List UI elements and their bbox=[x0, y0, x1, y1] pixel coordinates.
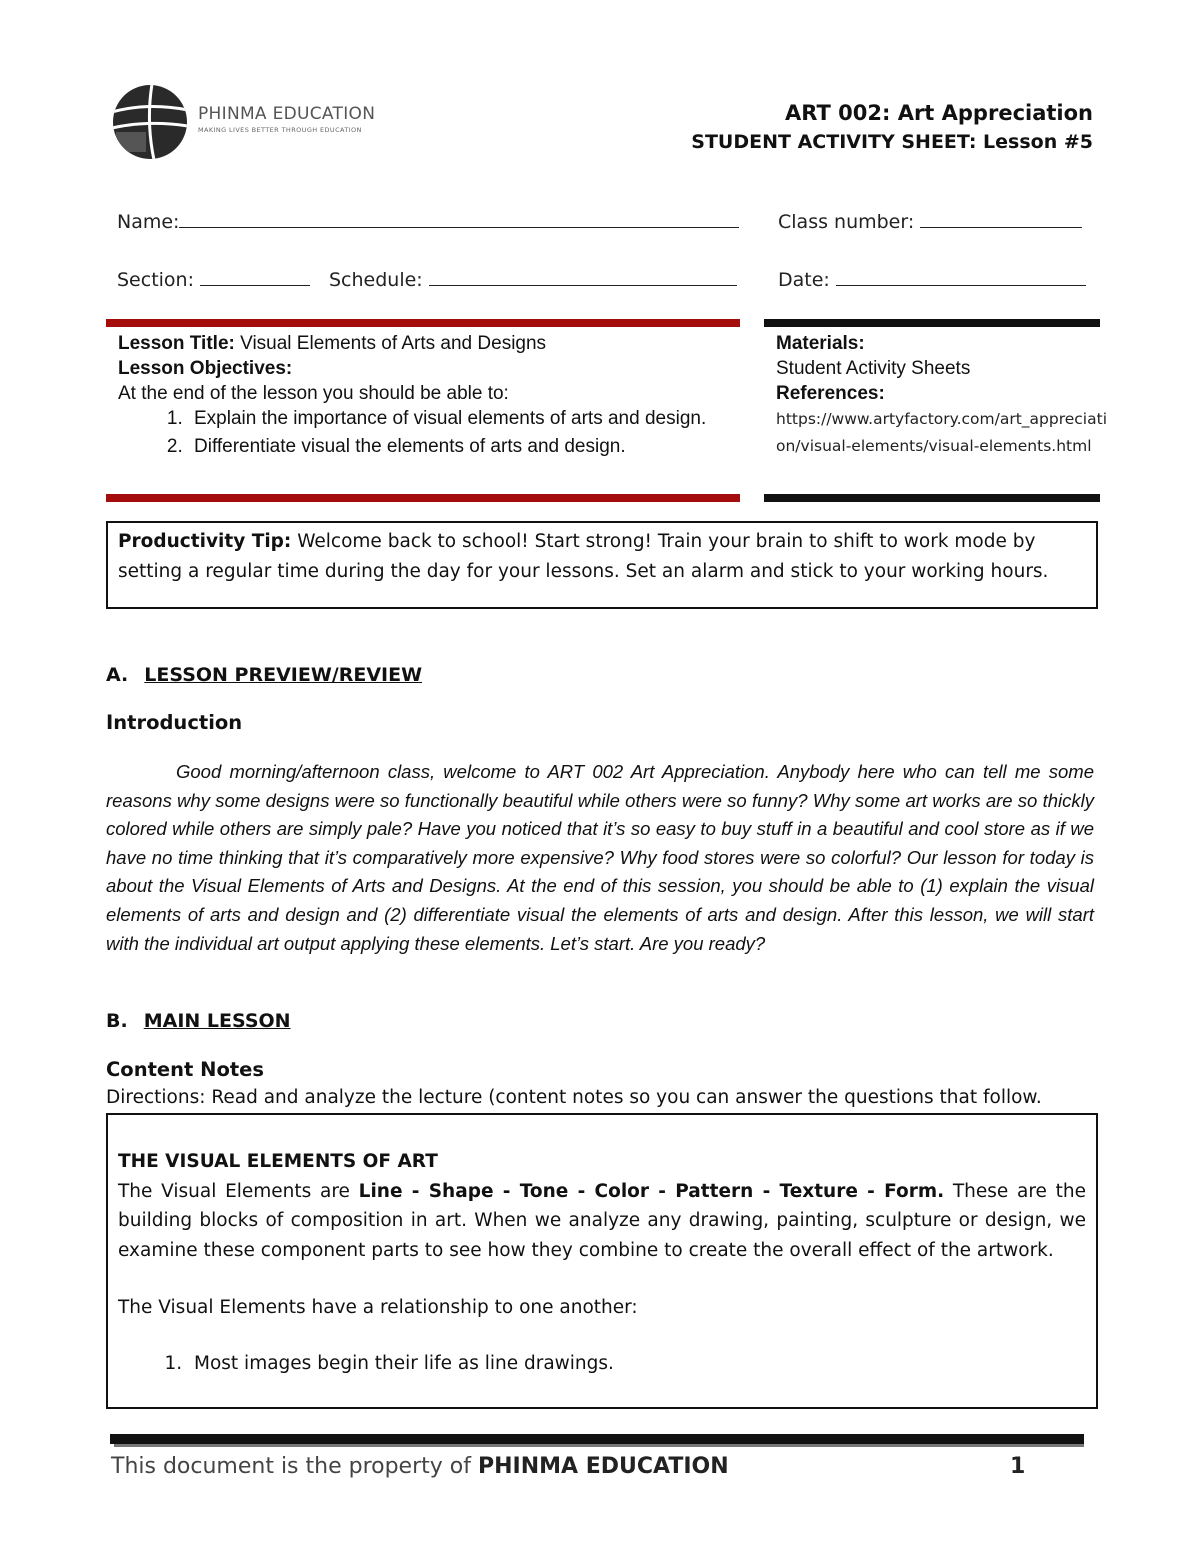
tip-text: Welcome back to school! Start strong! Train your brain to shift to work mode by setting a regular time during the day for your lessons. Set an alarm and stick to your working hours. bbox=[118, 531, 1049, 582]
references-label: References: bbox=[776, 383, 885, 404]
materials-bottom-rule bbox=[764, 494, 1100, 502]
date-label: Date: bbox=[778, 269, 830, 291]
logo-tagline: MAKING LIVES BETTER THROUGH EDUCATION bbox=[198, 126, 362, 134]
section-a-heading: A. LESSON PREVIEW/REVIEW bbox=[106, 664, 423, 686]
section-b-heading: B. MAIN LESSON bbox=[106, 1010, 291, 1032]
date-field[interactable] bbox=[778, 266, 1086, 291]
materials-value: Student Activity Sheets bbox=[776, 358, 971, 379]
course-title: ART 002: Art Appreciation bbox=[785, 101, 1093, 125]
content-paragraph-2: The Visual Elements have a relationship to one another: bbox=[118, 1297, 638, 1318]
lesson-bottom-rule bbox=[106, 494, 740, 502]
tip-label: Productivity Tip: bbox=[118, 531, 292, 552]
productivity-tip-box bbox=[106, 521, 1098, 609]
lesson-objectives-label: Lesson Objectives: bbox=[118, 358, 293, 379]
sheet-title: STUDENT ACTIVITY SHEET: Lesson #5 bbox=[691, 131, 1093, 153]
directions-text: Directions: Read and analyze the lecture (content notes so you can answer the questions that follow. bbox=[106, 1087, 1042, 1108]
reference-link[interactable]: https://www.artyfactory.com/art_appreciation/visual-elements/visual-elements.html bbox=[776, 410, 1107, 455]
section-line bbox=[200, 266, 310, 286]
schedule-line bbox=[429, 266, 737, 286]
name-line bbox=[179, 208, 739, 228]
introduction-text: Good morning/afternoon class, welcome to ART 002 Art Appreciation. Anybody here who can tell me some reasons why some designs were so functionally beautiful while others were so funny? Why some art works are so thickly colored while others are simply pale? Have you noticed that it’s so easy to buy stuff in a beautiful and cool store as if we have no time thinking that it’s comparatively more expensive? Why food stores were so colorful? Our lesson for today is about the Visual Elements of Arts and Designs. At the end of this session, you should be able to (1) explain the visual elements of arts and design and (2) differentiate visual the elements of arts and design. After this lesson, we will start with the individual art output applying these elements. Let’s start. Are you ready? bbox=[106, 761, 1094, 954]
objective-item: 2. Differentiate visual the elements of arts and design. bbox=[188, 434, 728, 459]
section-label: Section: bbox=[117, 269, 194, 291]
lesson-info bbox=[118, 331, 728, 459]
date-line bbox=[836, 266, 1086, 286]
objectives-list bbox=[118, 406, 728, 459]
relationship-item: 1. Most images begin their life as line drawings. bbox=[188, 1349, 1086, 1379]
section-field[interactable] bbox=[117, 266, 310, 291]
materials-label: Materials: bbox=[776, 333, 865, 354]
materials-top-rule bbox=[764, 319, 1100, 327]
footer-rule bbox=[110, 1434, 1084, 1444]
logo-name: PHINMA EDUCATION bbox=[198, 104, 376, 124]
content-notes-box bbox=[106, 1113, 1098, 1409]
page-number: 1 bbox=[1010, 1454, 1026, 1479]
class-number-field[interactable] bbox=[778, 208, 1082, 233]
relationship-list bbox=[118, 1349, 1086, 1379]
lesson-objectives-intro: At the end of the lesson you should be able to: bbox=[118, 383, 509, 404]
name-label: Name: bbox=[117, 211, 180, 233]
lesson-top-rule bbox=[106, 319, 740, 327]
objective-item: 1. Explain the importance of visual elements of arts and design. bbox=[188, 406, 728, 431]
introduction-heading: Introduction bbox=[106, 711, 243, 734]
content-paragraph-1: The Visual Elements are Line - Shape - Tone - Color - Pattern - Texture - Form. These are the building blocks of composition in art. When we analyze any drawing, painting, sculpture or design, we examine these component parts to see how they combine to create the overall effect of the artwork. bbox=[118, 1180, 1086, 1261]
content-box-title: THE VISUAL ELEMENTS OF ART bbox=[118, 1151, 438, 1172]
class-number-line bbox=[920, 208, 1082, 228]
schedule-label: Schedule: bbox=[329, 269, 423, 291]
footer-rule-shadow bbox=[114, 1444, 1084, 1447]
materials-info bbox=[776, 331, 1106, 460]
lesson-title: Lesson Title: Visual Elements of Arts and Designs bbox=[118, 333, 547, 354]
name-field[interactable] bbox=[117, 208, 739, 233]
content-notes-heading: Content Notes bbox=[106, 1058, 264, 1081]
class-number-label: Class number: bbox=[778, 211, 915, 233]
schedule-field[interactable] bbox=[329, 266, 737, 291]
logo-globe-icon bbox=[108, 82, 192, 160]
footer-property-text: This document is the property of PHINMA EDUCATION bbox=[111, 1454, 729, 1479]
